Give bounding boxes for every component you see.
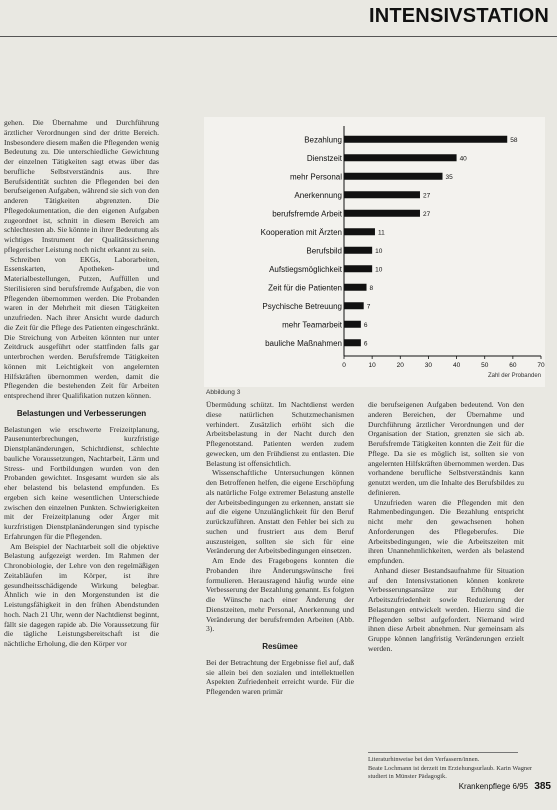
page-header [0,0,557,37]
section-heading: Belastungen und Verbesserungen [16,408,147,418]
bar [344,191,420,198]
paragraph: Anhand dieser Bestandsaufnahme für Situation auf den Intensivstationen können konkrete Verbesserungsansätze zur Erhöhung der Arbeitszufriedenheit sowie Reduzierung der Belastungen entwickelt werden. Hierzu sind die Pflegenden selbst aufgefordert. Niemand wird ihnen diese Arbeit abnehmen. Nur gemeinsam als Gruppe können langfristig Veränderungen erzielt werden. [368,565,524,653]
x-tick-label: 10 [368,362,376,369]
figure-caption: Abbildung 3 [206,389,241,396]
bar [344,173,443,180]
bar [344,228,375,235]
bar [344,339,361,346]
bar-value-label: 27 [422,192,431,200]
bar-value-label: 10 [375,266,383,274]
bar [344,247,372,254]
paragraph: Am Beispiel der Nachtarbeit soll die objektive Belastung aufgezeigt werden. Im Rahmen der Chronobiologie, der Lehre von den regelmäßigen Zeitabläufen im Körper, ist ihre gesundheitsschädigende Wirkung belegbar. Ähnlich wie in den Morgenstunden ist die Leistungsfähigkeit in den frühen Abendstunden hoch. Nach 21 Uhr, wenn der Nachtdienst beginnt, fällt sie dagegen rapide ab. Die Voraussetzung für die tägliche Leistungsbereitschaft ist die nächtliche Erholung, die den Körper vor [4,541,159,648]
bar [344,136,507,143]
bar [344,210,420,217]
paragraph: Schreiben von EKGs, Laborarbeiten, Essenskarten, Apotheken- und Materialbestellungen, Putzen, Auffüllen und Sterilisieren sind berufsfremde Aufgaben, die von Pflegenden übernommen werden. Die Probanden waren in der Mehrheit mit diesen Tätigkeiten unzufrieden. Nach ihrer Ansicht wurde dadurch die Zeit für die Pflege des Patienten eingeschränkt. Die Streichung von Arbeiten könnten nur unter Zeitdruck ausgeführt oder stattfinden falls gar unterbrochen werden. Berufsfremde Tätigkeiten können mit Leichtigkeit von angelernten Hilfskräften übernommen werden, damit die Pflegenden die bestehenden Zeit für Arbeiten entsprechend ihrer Qualifikation nutzen können. [4,254,159,400]
paragraph: gehen. Die Übernahme und Durchführung ärztlicher Verordnungen sind der dritte Bereich. Insbesondere diesem maßen die Pflegenden wenig Bedeutung zu. Die unterschiedliche Gewichtung der einzelnen Tätigkeiten sagt etwas über das berufliche Selbstverständnis aus. Ihre Berufsidentität suchten die Pflegenden bei den berufseigenen Aufgaben, während sie sich von den anderen Tätigkeiten abgrenzten. Die Pflegedokumentation, die den eigenen Aufgaben zugeordnet ist, schnitt in diesem Bereich am schlechtesten ab. Sie könnte in ihrer Bedeutung als wichtiges Instrument der Qualitätssicherung pflegerischer Leistung noch nicht erkannt zu sein. [4,118,159,254]
category-label: mehr Teamarbeit [282,320,342,330]
text-column-1 [4,118,159,649]
section-title: INTENSIVSTATION [368,5,549,27]
category-label: Zeit für die Patienten [268,283,342,293]
category-label: Psychische Betreuung [262,301,342,311]
bar [344,265,372,272]
x-tick-label: 40 [452,362,461,369]
bar-value-label: 40 [459,155,467,163]
paragraph: Bei der Betrachtung der Ergebnisse fiel auf, daß sie allein bei den sozialen und intellektuellen Aspekten Zufriedenheit erreicht wurde. Für die Pflegenden waren primär [206,657,354,696]
footnote [368,752,538,782]
category-label: bauliche Maßnahmen [265,338,342,348]
x-tick-label: 30 [424,362,433,369]
bar-value-label: 10 [375,247,383,255]
bar-value-label: 7 [366,303,371,311]
x-tick-label: 60 [509,362,517,369]
category-label: Anerkennung [294,190,342,200]
footnote-divider [368,752,518,753]
x-tick-label: 20 [396,362,404,369]
bar-value-label: 8 [369,284,374,292]
paragraph: Belastungen wie erschwerte Freizeitplanung, Pausenunterbrechungen, kurzfristige Dienstplanänderungen, Schichtdienst, schlechte bauliche Voraussetzungen, Nachtarbeit, Lärm und Stress- und Fortbildungen wurden von den Probanden gewichtet. Insgesamt wurden sie als eher belastend bis belastend empfunden. Es ergeben sich keine wesentlichen Unterschiede zwischen den einzelnen Punkten. Schwierigkeiten mit der Freizeitplanung oder Ärger mit kurzfristigen Dienstplanänderungen sind typische Erfahrungen für die Pflegenden. [4,424,159,541]
text-column-3 [368,400,524,654]
bar [344,302,364,309]
bar-value-label: 27 [422,210,431,218]
bar [344,154,457,161]
bar-value-label: 11 [377,229,385,237]
category-label: Bezahlung [304,135,342,145]
bar-value-label: 35 [445,173,453,181]
category-label: berufsfremde Arbeit [272,209,342,219]
bar-chart [204,117,545,387]
footnote-text: Beate Lochmann ist derzeit im Erziehungsurlaub. Karin Wagner studiert in Münster Pädagogik. [368,764,533,780]
paragraph: Übermüdung schützt. Im Nachtdienst werden diese natürlichen Schutzmechanismen verhindert. Zusätzlich erhöht sich die Arbeitsbelastung in der Nacht durch den Pflegenotstand. Patienten werden zudem gewecken, um den Frühdienst zu entlasten. Die Belastung ist offensichtlich. [206,400,354,468]
journal-name: Krankenpflege 6/95 [458,782,529,791]
category-label: Berufsbild [306,246,342,256]
x-tick-label: 0 [342,362,346,369]
category-label: Kooperation mit Ärzten [260,227,342,237]
bar [344,321,361,328]
page-footer [459,781,551,792]
paragraph: Unzufrieden waren die Pflegenden mit den Rahmenbedingungen. Die Bezahlung entspricht nicht mehr den gewachsenen hohen Anforderungen des Pflegeberufes. Die Arbeitsbedingungen, wie die Arbeitszeiten mit ihren Unannehmlichkeiten, werden als belastend empfunden. [368,497,524,565]
x-tick-label: 50 [481,362,489,369]
paragraph: Am Ende des Fragebogens konnten die Probanden ihre Änderungswünsche frei formulieren. Herausragend häufig wurde eine Verbesserung der Bezahlung genannt. Es folgten die Wünsche nach einer Änderung der Dienstzeiten, mehr Personal, Anerkennung und Veränderung der berufsfremden Arbeiten (Abb. 3). [206,556,354,634]
bar-value-label: 6 [363,340,368,348]
category-label: Aufstiegsmöglichkeit [269,264,342,274]
footnote-title: Literaturhinweise bei den Verfassern/innen. [368,756,480,763]
bar-value-label: 6 [363,321,368,329]
section-heading: Resümee [262,642,298,651]
x-axis-label: Zahl der Probanden [487,373,541,379]
bar-value-label: 58 [510,136,518,144]
category-label: Dienstzeit [306,153,342,163]
category-label: mehr Personal [289,172,342,182]
paragraph: Wissenschaftliche Untersuchungen können den Betroffenen helfen, die eigene Erschöpfung als natürliche Folge extremer Belastung anstelle der Arbeitsbedingungen zu erkennen, anstatt sie auf die eigene Unzulänglichkeit für den Beruf zurückzuführen. Anstatt den Fehler bei sich zu suchen und frustriert aus dem Beruf auszusteigen, sollten sie sich für eine Veränderung der Arbeitsbedingungen einsetzen. [206,468,354,556]
page-number: 385 [534,781,551,792]
paragraph: die berufseigenen Aufgaben bedeutend. Von den anderen Bereichen, der Übernahme und Durchführung ärztlicher Verordnungen und der Organisation der Station, grenzten sie sich ab. Berufsfremde Tätigkeiten konnten die Zeit für die Pflege. Da sie es möglich ist, sollten sie von angelernten Hilfskräften übernommen werden. Das vorhandene berufliche Selbstverständnis kann genutzt werden, um die Inhalte des Berufsbildes zu definieren. [368,400,524,497]
text-column-2 [206,400,354,697]
bar-chart-svg [204,117,545,387]
x-tick-label: 70 [537,362,545,369]
bar [344,284,367,291]
